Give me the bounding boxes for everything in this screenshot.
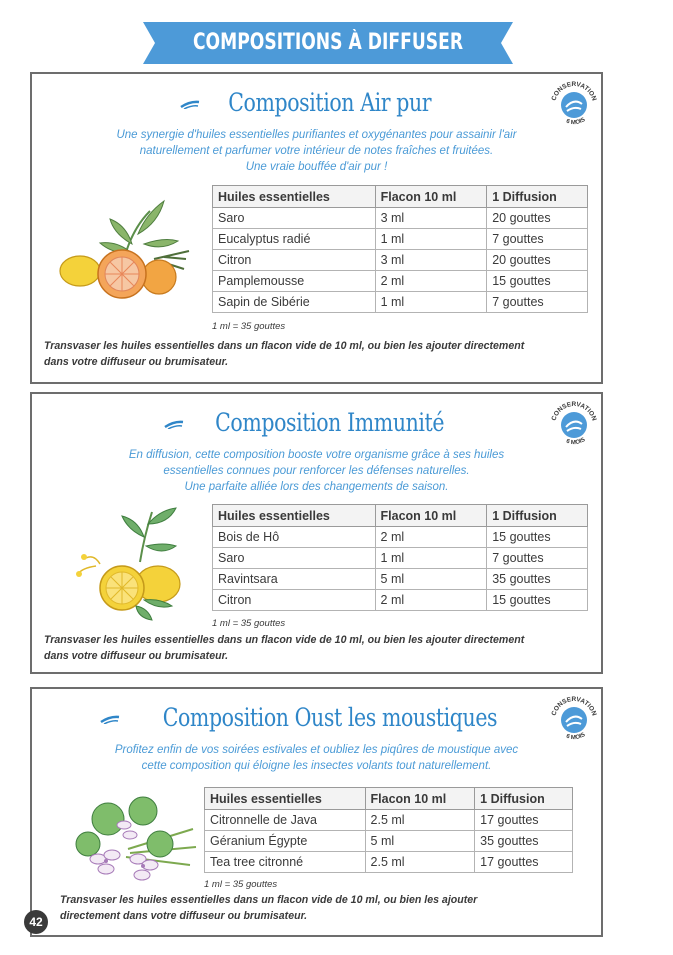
header-oils: Huiles essentielles: [213, 186, 376, 208]
table-header-row: [205, 788, 573, 810]
conservation-badge-icon: [547, 78, 601, 132]
section-title: Composition Immunité: [32, 408, 601, 437]
swoosh-icon: [164, 420, 184, 429]
oils-table: [212, 185, 588, 313]
header-flask: Flacon 10 ml: [365, 788, 475, 810]
conversion-note: 1 ml = 35 gouttes: [212, 618, 286, 629]
oils-table: [204, 787, 573, 873]
instructions: Transvaser les huiles essentielles dans un flacon vide de 10 ml, ou bien les ajouter directement dans votre diffuseur ou brumisateur.: [44, 634, 525, 662]
composition-card-immunite: [30, 392, 603, 674]
conservation-badge-icon: [547, 398, 601, 452]
composition-card-air-pur: [30, 72, 603, 384]
swoosh-icon: [180, 100, 200, 109]
table-row: Tea tree citronné 2.5 ml 17 gouttes: [205, 852, 573, 873]
svg-text:6 MOIS: 6 MOIS: [565, 436, 587, 447]
header-diffusion: 1 Diffusion: [487, 505, 588, 527]
svg-text:CONSERVATION: CONSERVATION: [550, 695, 598, 717]
table-row: Eucalyptus radié 1 ml 7 gouttes: [213, 229, 588, 250]
header-diffusion: 1 Diffusion: [475, 788, 573, 810]
table-row: Citronnelle de Java 2.5 ml 17 gouttes: [205, 810, 573, 831]
table-row: Citron 3 ml 20 gouttes: [213, 250, 588, 271]
table-row: Saro 1 ml 7 gouttes: [213, 548, 588, 569]
table-row: Géranium Égypte 5 ml 35 gouttes: [205, 831, 573, 852]
svg-text:6 MOIS: 6 MOIS: [565, 116, 587, 127]
table-header-row: [213, 505, 588, 527]
header-flask: Flacon 10 ml: [375, 186, 487, 208]
svg-text:CONSERVATION: CONSERVATION: [550, 80, 598, 102]
table-row: Pamplemousse 2 ml 15 gouttes: [213, 271, 588, 292]
composition-card-moustiques: [30, 687, 603, 937]
table-row: Sapin de Sibérie 1 ml 7 gouttes: [213, 292, 588, 313]
conservation-badge-icon: [547, 693, 601, 747]
conversion-note: 1 ml = 35 gouttes: [212, 321, 286, 332]
section-title: Composition Oust les moustiques: [32, 703, 601, 732]
header-oils: Huiles essentielles: [205, 788, 366, 810]
instructions: Transvaser les huiles essentielles dans un flacon vide de 10 ml, ou bien les ajouter directement dans votre diffuseur ou brumisateur.: [60, 894, 478, 922]
section-title: Composition Air pur: [32, 88, 601, 117]
citrus-fir-illustration: [54, 189, 194, 304]
table-header-row: [213, 186, 588, 208]
section-intro: Profitez enfin de vos soirées estivales et oubliez les piqûres de moustique avec cette composition qui éloigne les insectes volants tout naturellement.: [114, 744, 519, 772]
table-row: Bois de Hô 2 ml 15 gouttes: [213, 527, 588, 548]
page-number: 42: [24, 910, 48, 934]
oils-table: [212, 504, 588, 611]
instructions: Transvaser les huiles essentielles dans un flacon vide de 10 ml, ou bien les ajouter directement dans votre diffuseur ou brumisateur.: [44, 340, 525, 368]
section-intro: Une synergie d'huiles essentielles purifiantes et oxygénantes pour assainir l'air naturellement et parfumer votre intérieur de notes fraîches et fruitées. Une vraie bouffée d'air pur !: [116, 129, 517, 173]
header-diffusion: 1 Diffusion: [487, 186, 588, 208]
table-row: Ravintsara 5 ml 35 gouttes: [213, 569, 588, 590]
banner-title: COMPOSITIONS À DIFFUSER: [192, 30, 464, 55]
page-banner: [143, 22, 513, 64]
svg-text:CONSERVATION: CONSERVATION: [550, 400, 598, 422]
header-oils: Huiles essentielles: [213, 505, 376, 527]
table-row: Citron 2 ml 15 gouttes: [213, 590, 588, 611]
svg-text:6 MOIS: 6 MOIS: [565, 731, 587, 742]
geranium-grass-illustration: [68, 789, 198, 889]
table-row: Saro 3 ml 20 gouttes: [213, 208, 588, 229]
conversion-note: 1 ml = 35 gouttes: [204, 879, 278, 890]
header-flask: Flacon 10 ml: [375, 505, 487, 527]
section-intro: En diffusion, cette composition booste votre organisme grâce à ses huiles essentielles connues pour renforcer les défenses naturelles. Une parfaite alliée lors des changements de saison.: [128, 449, 505, 493]
swoosh-icon: [100, 715, 120, 724]
lemon-branch-illustration: [72, 502, 202, 622]
